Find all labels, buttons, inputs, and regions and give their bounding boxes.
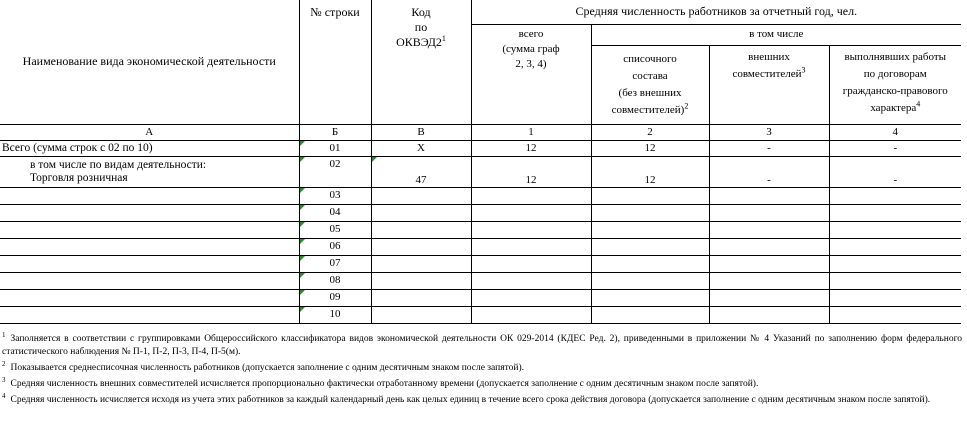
table-row — [0, 238, 961, 255]
table-row — [0, 289, 961, 306]
civil-contract-cell[interactable] — [829, 204, 961, 221]
list-staff-cell[interactable] — [591, 187, 709, 204]
civil-contract-cell[interactable] — [829, 255, 961, 272]
list-staff-cell[interactable] — [591, 289, 709, 306]
table-row — [0, 187, 961, 204]
okved-code-cell[interactable]: 47 — [371, 156, 471, 187]
okved-code-cell[interactable] — [371, 272, 471, 289]
okved-code-cell[interactable] — [371, 255, 471, 272]
activity-name-cell[interactable] — [0, 221, 299, 238]
activity-name-header: Наименование вида экономической деятельности — [0, 0, 299, 124]
activity-name-cell[interactable] — [0, 187, 299, 204]
okved-code-header: Код по $ОКВЭД2^1$ — [371, 0, 471, 124]
activity-name-cell: в том числе по видам деятельности: Торговля розничная — [0, 156, 299, 187]
row-number-cell: 04 — [299, 204, 371, 221]
civil-contract-header: выполнявших работы по договорам гражданско-правового характера$^4$ — [829, 45, 961, 124]
external-cell[interactable] — [709, 306, 829, 323]
okved-code-cell[interactable] — [371, 289, 471, 306]
row-number-header: № строки — [299, 0, 371, 124]
list-staff-cell[interactable] — [591, 221, 709, 238]
row-number-cell: 09 — [299, 289, 371, 306]
field-marker — [372, 157, 377, 162]
field-marker — [300, 188, 305, 193]
table-row — [0, 306, 961, 323]
list-staff-cell[interactable] — [591, 255, 709, 272]
civil-contract-cell[interactable] — [829, 238, 961, 255]
total-cell[interactable]: 12 — [471, 140, 591, 156]
field-marker — [300, 222, 305, 227]
row-number-cell: 03 — [299, 187, 371, 204]
okved-code-cell[interactable] — [371, 238, 471, 255]
external-cell[interactable]: - — [709, 140, 829, 156]
external-cell[interactable] — [709, 204, 829, 221]
activity-name-cell[interactable] — [0, 255, 299, 272]
civil-contract-cell[interactable] — [829, 187, 961, 204]
total-column-header: всего (сумма граф 2, 3, 4) — [471, 24, 591, 124]
footnote: $^2$ Показывается среднесписочная численность работников (допускается заполнение с одним десятичным знаком после запятой). — [2, 359, 525, 373]
activity-name-cell: Всего (сумма строк с 02 по 10) — [0, 140, 299, 156]
column-letter: 1 — [471, 124, 591, 140]
row-number-cell: 06 — [299, 238, 371, 255]
field-marker — [300, 307, 305, 312]
external-cell[interactable] — [709, 187, 829, 204]
civil-contract-cell[interactable] — [829, 306, 961, 323]
total-cell[interactable] — [471, 238, 591, 255]
okved-code-cell[interactable] — [371, 187, 471, 204]
footnote: $^4$ Средняя численность исчисляется исходя из учета этих работников за каждый календарный день как целых единиц в течение всего срока действия договора (допускается заполнение с одним десятичным знаком после запятой). — [2, 391, 931, 405]
civil-contract-cell[interactable] — [829, 289, 961, 306]
field-marker — [300, 141, 305, 146]
activity-name-cell[interactable] — [0, 306, 299, 323]
external-cell[interactable] — [709, 289, 829, 306]
column-letter: Б — [299, 124, 371, 140]
total-cell[interactable] — [471, 221, 591, 238]
footnote: $^3$ Средняя численность внешних совместителей исчисляется пропорционально фактически отработанному времени (допускается заполнение с одним десятичным знаком после запятой). — [2, 375, 759, 389]
civil-contract-cell[interactable] — [829, 272, 961, 289]
total-cell[interactable] — [471, 204, 591, 221]
list-staff-cell[interactable]: 12 — [591, 140, 709, 156]
activity-name-cell[interactable] — [0, 204, 299, 221]
external-cell[interactable] — [709, 255, 829, 272]
list-staff-cell[interactable] — [591, 272, 709, 289]
row-number-cell: 10 — [299, 306, 371, 323]
column-letters-row — [0, 124, 961, 140]
table-row — [0, 221, 961, 238]
activity-name-cell[interactable] — [0, 272, 299, 289]
table-row — [0, 272, 961, 289]
row-number-cell: 01 — [299, 140, 371, 156]
including-header: в том числе — [591, 24, 961, 45]
list-staff-header: списочного состава (без внешних совместителей)$^2$ — [591, 45, 709, 124]
table-row — [0, 140, 961, 156]
table-row — [0, 255, 961, 272]
table-row — [0, 204, 961, 221]
field-marker — [300, 157, 305, 162]
external-cell[interactable] — [709, 221, 829, 238]
okved-code-cell[interactable] — [371, 204, 471, 221]
row-number-cell: 05 — [299, 221, 371, 238]
total-cell[interactable] — [471, 306, 591, 323]
okved-code-cell[interactable] — [371, 221, 471, 238]
average-headcount-header: Средняя численность работников за отчетный год, чел. — [471, 0, 961, 24]
list-staff-cell[interactable] — [591, 204, 709, 221]
table-row — [0, 156, 961, 187]
list-staff-cell[interactable] — [591, 306, 709, 323]
civil-contract-cell[interactable] — [829, 221, 961, 238]
footnote: $^1$ Заполняется в соответствии с группировками Общероссийского классификатора видов экономической деятельности ОК 029-2014 (КДЕС Ред. 2), приведенными в приложении № 4 Указаний по заполнению форм федерального статистического наблюдения № П-1, П-2, П-3, П-4, П-5(м). — [2, 330, 962, 357]
list-staff-cell[interactable]: 12 — [591, 156, 709, 187]
okved-code-cell[interactable]: X — [371, 140, 471, 156]
row-number-cell: 08 — [299, 272, 371, 289]
field-marker — [300, 239, 305, 244]
column-letter: А — [0, 124, 299, 140]
external-cell[interactable]: - — [709, 156, 829, 187]
row-number-cell: 07 — [299, 255, 371, 272]
total-cell[interactable] — [471, 255, 591, 272]
civil-contract-cell[interactable]: - — [829, 156, 961, 187]
column-letter: В — [371, 124, 471, 140]
column-letter: 3 — [709, 124, 829, 140]
column-letter: 2 — [591, 124, 709, 140]
external-cell[interactable] — [709, 272, 829, 289]
row-number-cell: 02 — [299, 156, 371, 187]
total-cell[interactable] — [471, 289, 591, 306]
external-cell[interactable] — [709, 238, 829, 255]
field-marker — [300, 290, 305, 295]
total-cell[interactable] — [471, 272, 591, 289]
field-marker — [300, 205, 305, 210]
activity-name-cell[interactable] — [0, 238, 299, 255]
okved-code-cell[interactable] — [371, 306, 471, 323]
external-parttime-header: внешних совместителей$^3$ — [709, 45, 829, 124]
activity-name-cell[interactable] — [0, 289, 299, 306]
column-letter: 4 — [829, 124, 961, 140]
field-marker — [300, 256, 305, 261]
civil-contract-cell[interactable]: - — [829, 140, 961, 156]
total-cell[interactable] — [471, 187, 591, 204]
list-staff-cell[interactable] — [591, 238, 709, 255]
footnotes — [2, 330, 962, 410]
total-cell[interactable]: 12 — [471, 156, 591, 187]
field-marker — [300, 273, 305, 278]
